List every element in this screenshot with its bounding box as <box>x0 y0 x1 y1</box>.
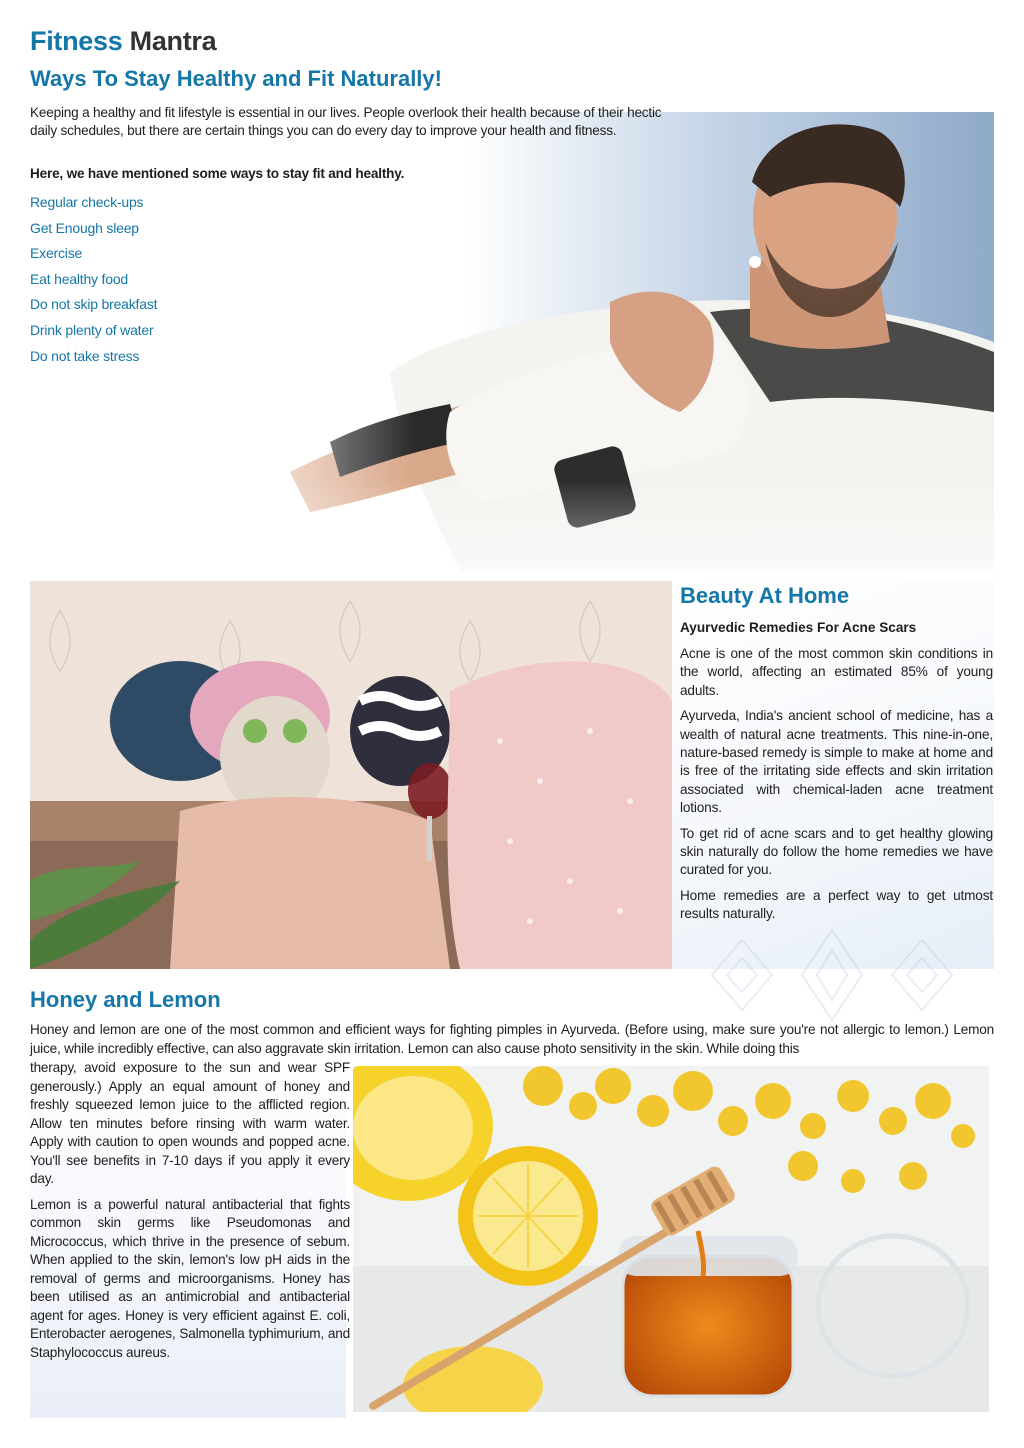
masthead <box>30 26 216 57</box>
list-item: Do not take stress <box>30 347 140 364</box>
honey-lemon-image <box>353 1066 989 1412</box>
spa-image <box>30 581 672 969</box>
list-item: Do not skip breakfast <box>30 296 158 313</box>
list-item: Eat healthy food <box>30 270 128 287</box>
beauty-body <box>680 645 993 931</box>
masthead-rest: Mantra <box>129 26 217 56</box>
beauty-title: Beauty At Home <box>680 583 850 608</box>
honey-paragraph: therapy, avoid exposure to the sun and wear SPF generously.) Apply an equal amount of honey and freshly squeezed lemon juice to the afflicted region. Allow ten minutes before rinsing with warm water. Apply with caution to open wounds and popped acne. You'll see benefits in 7-10 days if you apply it every day. <box>30 1060 350 1186</box>
page-headline: Ways To Stay Healthy and Fit Naturally! <box>30 66 442 91</box>
intro-bold-line: Here, we have mentioned some ways to stay fit and healthy. <box>30 166 405 181</box>
list-item: Regular check-ups <box>30 194 144 210</box>
masthead-brand: Fitness <box>30 26 123 56</box>
ways-list <box>30 190 157 369</box>
list-item: Exercise <box>30 245 83 262</box>
beauty-paragraph: To get rid of acne scars and to get healthy glowing skin naturally do follow the home remedies we have curated for you. <box>680 825 993 878</box>
list-item: Get Enough sleep <box>30 219 139 236</box>
honey-lead-paragraph: Honey and lemon are one of the most common and efficient ways for fighting pimples in Ayurveda. (Before using, make sure you're not allergic to lemon.) Lemon juice, while incredibly effective, can also aggravate skin irritation. Lemon can also cause photo sensitivity in the skin. While doing this <box>30 1022 994 1056</box>
honey-paragraph: Lemon is a powerful natural antibacterial that fights common skin germs like Pseudomonas and Micrococcus, which thrive in the presence of sebum. When applied to the skin, lemon's low pH aids in the removal of germs and microorganisms. Honey has been utilised as an antimicrobial and antibacterial agent for ages. Honey is very efficient against E. coli, Enterobacter aerogenes, Salmonella typhimurium, and Staphylococcus aureus. <box>30 1196 350 1360</box>
list-item: Drink plenty of water <box>30 321 154 338</box>
honey-title: Honey and Lemon <box>30 987 221 1012</box>
honey-column <box>30 1059 350 1369</box>
beauty-subtitle: Ayurvedic Remedies For Acne Scars <box>680 620 917 635</box>
beauty-paragraph: Home remedies are a perfect way to get utmost results naturally. <box>680 887 993 922</box>
intro-paragraph: Keeping a healthy and fit lifestyle is essential in our lives. People overlook their health because of their hectic daily schedules, but there are certain things you can do every day to improve your health and fitness. <box>30 105 662 139</box>
beauty-paragraph: Ayurveda, India's ancient school of medicine, has a wealth of natural acne treatments. This nine-in-one, nature-based remedy is simple to make at home and is free of the irritating side effects and skin irritation associated with chemical-laden acne treatment lotions. <box>680 708 993 816</box>
beauty-paragraph: Acne is one of the most common skin conditions in the world, affecting an estimated 85% of young adults. <box>680 646 993 698</box>
